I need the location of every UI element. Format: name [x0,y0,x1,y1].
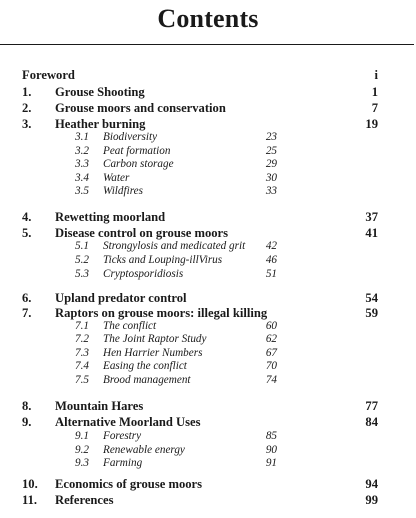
toc-subentry [0,332,416,346]
toc-subentry-title: Wildfires [103,185,143,197]
toc-subentry-number: 9.1 [75,430,89,442]
toc-subentry-number: 3.5 [75,185,89,197]
toc-subentry-number: 9.2 [75,444,89,456]
toc-entry-page: 41 [365,226,378,240]
toc-entry [0,209,416,225]
toc-subentry-number: 5.2 [75,254,89,266]
toc-subentry-page: 67 [265,347,277,359]
toc-entry [0,414,416,430]
toc-entry-page: i [374,68,378,82]
toc-subentry-title: Carbon storage [103,158,174,170]
toc-entry-page: 59 [365,306,378,320]
toc-entry-title: Disease control on grouse moors [55,226,229,240]
toc-subentry-page: 25 [265,145,277,157]
toc-entry-page: 7 [371,101,378,115]
toc-subentry-number: 7.4 [75,360,89,372]
toc-subentry [0,267,416,281]
toc-entry-number: 10. [22,477,38,491]
toc-subentry-number: 7.3 [75,347,89,359]
toc-entry-number: 1. [22,85,32,99]
toc-subentry [0,157,416,171]
page-title: Contents [157,4,259,33]
toc-subentry-page: 60 [265,320,277,332]
toc-subentry [0,429,416,443]
toc-subentry [0,443,416,457]
toc-entry-title: Foreword [22,68,75,82]
toc-subentry [0,253,416,267]
toc-entry-number: 8. [22,399,32,413]
toc-subentry-number: 7.1 [75,320,89,332]
toc-subentry [0,171,416,185]
toc-entry-page: 77 [365,399,378,413]
toc-subentry [0,184,416,198]
toc-subentry-number: 3.3 [75,158,89,170]
toc-subentry-title: Farming [103,457,143,469]
toc-subentry-title: The conflict [103,320,157,332]
toc-entry-page: 54 [365,291,378,305]
toc-subentry-page: 51 [265,268,277,280]
toc-entry-number: 4. [22,210,32,224]
toc-subentry-page: 42 [265,240,277,252]
toc-subentry-title: Renewable energy [103,444,185,456]
toc-subentry-title: The Joint Raptor Study [103,333,207,345]
toc-entry-page: 37 [365,210,378,224]
toc-subentry-number: 5.1 [75,240,89,252]
toc-entry [0,84,416,100]
toc-entry [0,67,416,83]
toc-subentry [0,319,416,333]
toc-entry-page: 99 [365,493,378,507]
toc-subentry [0,144,416,158]
toc-subentry-title: Water [103,172,130,184]
toc-subentry-number: 3.4 [75,172,89,184]
toc-subentry-number: 7.5 [75,374,89,386]
toc-entry-page: 94 [365,477,378,491]
toc-entry [0,100,416,116]
toc-subentry-number: 3.1 [75,131,89,143]
toc-subentry-page: 90 [265,444,277,456]
toc-subentry-page: 29 [265,158,277,170]
toc-entry-title: Rewetting moorland [55,210,166,224]
toc-entry-number: 2. [22,101,32,115]
toc-subentry-page: 74 [265,374,277,386]
toc-subentry [0,373,416,387]
toc-subentry-title: Cryptosporidiosis [103,268,184,280]
toc-subentry [0,130,416,144]
toc-entry-page: 1 [371,85,378,99]
toc-subentry-title: Hen Harrier Numbers [103,347,203,359]
toc-subentry-page: 85 [265,430,277,442]
toc-subentry-title: Peat formation [103,145,171,157]
toc-entry-title: References [55,493,114,507]
toc-subentry-number: 3.2 [75,145,89,157]
toc-subentry-number: 9.3 [75,457,89,469]
toc-entry [0,492,416,508]
toc-subentry-title: Brood management [103,374,191,386]
toc-subentry-page: 70 [265,360,277,372]
toc-entry-number: 9. [22,415,32,429]
toc-entry-number: 3. [22,117,32,131]
toc-entry-number: 5. [22,226,32,240]
toc-entry-title: Upland predator control [55,291,187,305]
toc-entry-title: Mountain Hares [55,399,144,413]
toc-entry-title: Economics of grouse moors [55,477,203,491]
toc-entry [0,290,416,306]
toc-entry [0,398,416,414]
toc-subentry-number: 7.2 [75,333,89,345]
toc-subentry-page: 46 [265,254,277,266]
toc-subentry-title: Forestry [103,430,142,442]
toc-subentry-title: Easing the conflict [103,360,187,372]
toc-entry-page: 84 [365,415,378,429]
toc-subentry-title: Biodiversity [103,131,158,143]
toc-entry-title: Alternative Moorland Uses [55,415,201,429]
toc-subentry-page: 62 [265,333,277,345]
toc-entry-title: Grouse Shooting [55,85,145,99]
toc-entry-title: Grouse moors and conservation [55,101,226,115]
toc-subentry [0,239,416,253]
toc-entry-number: 6. [22,291,32,305]
toc-subentry-page: 30 [265,172,277,184]
toc-entry [0,476,416,492]
toc-subentry [0,456,416,470]
toc-subentry-title: Strongylosis and medicated grit [103,240,246,252]
toc-entry-number: 11. [22,493,38,507]
toc-subentry-title: Ticks and Louping-illVirus [103,254,223,266]
toc-entry-number: 7. [22,306,32,320]
toc-subentry [0,359,416,373]
toc-entry-title: Raptors on grouse moors: illegal killing [55,306,268,320]
toc-subentry-number: 5.3 [75,268,89,280]
toc-subentry [0,346,416,360]
toc-subentry-page: 91 [265,457,277,469]
toc-entry-page: 19 [365,117,378,131]
toc-entry-title: Heather burning [55,117,146,131]
toc-subentry-page: 23 [265,131,277,143]
toc-subentry-page: 33 [265,185,277,197]
